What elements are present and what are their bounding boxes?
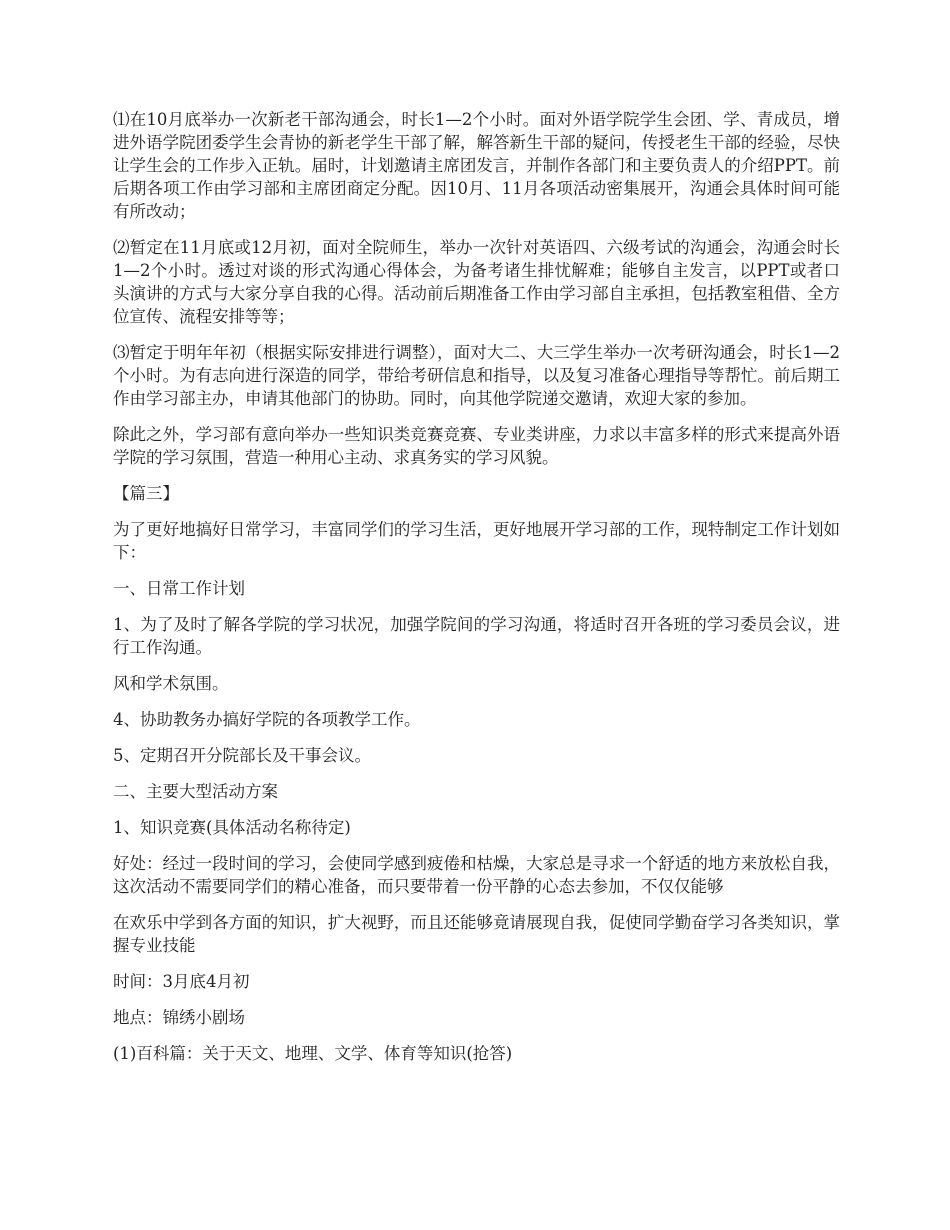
paragraph-meeting-2: ⑵暂定在11月底或12月初，面对全院师生，举办一次针对英语四、六级考试的沟通会，沟通会时长1—2个小时。透过对谈的形式沟通心得体会，为备考诸生排忧解难；能够自主发言，以PPT或者口头演讲的方式与大家分享自我的心得。活动前后期准备工作由学习部自主承担，包括教室租借、全方位宣传、流程安排等等； <box>113 238 840 326</box>
contest-section-encyclopedia: (1)百科篇：关于天文、地理、文学、体育等知识(抢答) <box>113 1044 513 1063</box>
paragraph-fragment: 风和学术氛围。 <box>113 674 229 693</box>
paragraph-additional: 除此之外，学习部有意向举办一些知识类竞赛竞赛、专业类讲座，力求以丰富多样的形式来提高外语学院的学习氛围，营造一种用心主动、求真务实的学习风貌。 <box>113 425 840 467</box>
paragraph-benefits-continued: 在欢乐中学到各方面的知识，扩大视野，而且还能够竟请展现自我，促使同学勤奋学习各类知识，掌握专业技能 <box>113 913 840 955</box>
section-heading-part-three: 【篇三】 <box>113 484 179 503</box>
paragraph-benefits: 好处：经过一段时间的学习，会使同学感到疲倦和枯燥，大家总是寻求一个舒适的地方来放松自我，这次活动不需要同学们的精心准备，而只要带着一份平静的心态去参加，不仅仅能够 <box>113 854 840 896</box>
list-item-4: 4、协助教务办搞好学院的各项教学工作。 <box>113 710 421 729</box>
document-body <box>113 108 840 1078</box>
list-item-1: 1、为了及时了解各学院的学习状况，加强学院间的学习沟通，将适时召开各班的学习委员会议，进行工作沟通。 <box>113 615 840 657</box>
activity-time: 时间：3月底4月初 <box>113 972 250 991</box>
paragraph-meeting-3: ⑶暂定于明年年初（根据实际安排进行调整），面对大二、大三学生举办一次考研沟通会，时长1—2个小时。为有志向进行深造的同学，带给考研信息和指导，以及复习准备心理指导等帮忙。前后期工作由学习部主办，申请其他部门的协助。同时，向其他学院递交邀请，欢迎大家的参加。 <box>113 343 840 408</box>
activity-location: 地点：锦绣小剧场 <box>113 1008 245 1027</box>
heading-main-activities: 二、主要大型活动方案 <box>113 782 278 801</box>
paragraph-meeting-1: ⑴在10月底举办一次新老干部沟通会，时长1—2个小时。面对外语学院学生会团、学、青成员，增进外语学院团委学生会青协的新老学生干部了解，解答新生干部的疑问，传授老生干部的经验，尽快让学生会的工作步入正轨。届时，计划邀请主席团发言，并制作各部门和主要负责人的介绍PPT。前后期各项工作由学习部和主席团商定分配。因10月、11月各项活动密集展开，沟通会具体时间可能有所改动； <box>113 110 840 221</box>
heading-daily-plan: 一、日常工作计划 <box>113 579 245 598</box>
list-item-5: 5、定期召开分院部长及干事会议。 <box>113 746 371 765</box>
paragraph-intro: 为了更好地搞好日常学习，丰富同学们的学习生活，更好地展开学习部的工作，现特制定工作计划如下： <box>113 520 840 562</box>
activity-knowledge-contest: 1、知识竞赛(具体活动名称待定) <box>113 818 351 837</box>
